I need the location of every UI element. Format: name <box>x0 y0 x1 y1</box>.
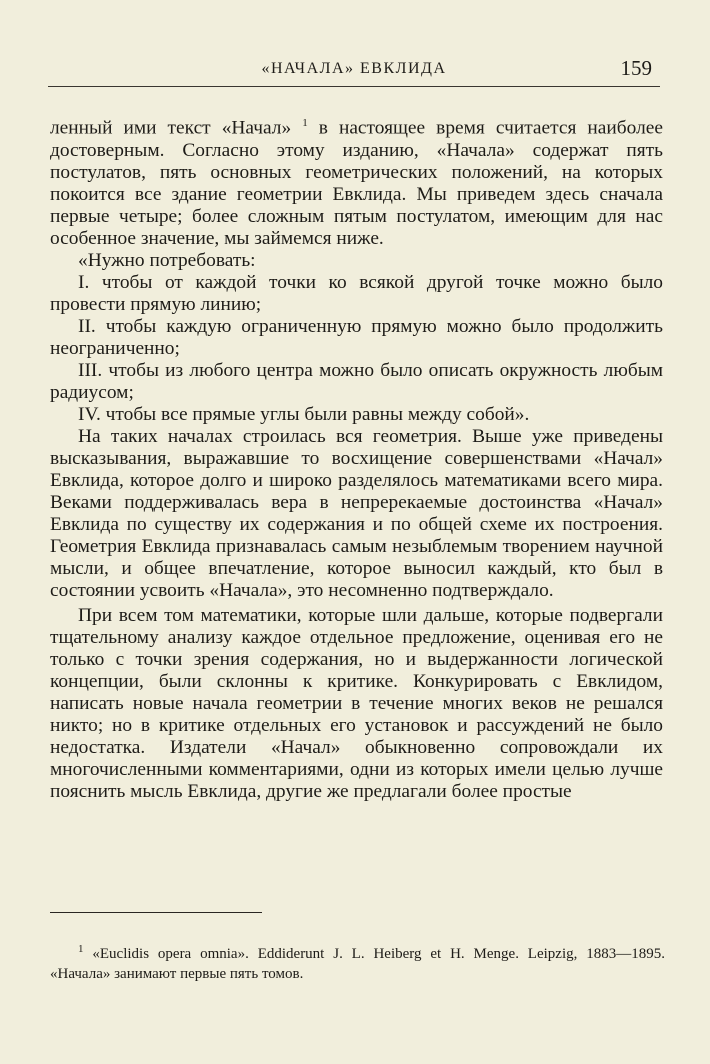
running-title: «НАЧАЛА» ЕВКЛИДА <box>261 60 447 77</box>
page-number: 159 <box>620 56 652 80</box>
postulate-2: II. чтобы каждую ограниченную прямую можно было продолжить неограниченно; <box>50 315 663 359</box>
footnote <box>50 939 665 984</box>
footnote-text: «Euclidis opera omnia». Eddiderunt J. L. Heiberg et H. Menge. Leipzig, 1883—1895. «Начала» занимают первые пять томов. <box>50 946 665 982</box>
postulate-1: I. чтобы от каждой точки ко всякой другой точке можно было провести прямую линию; <box>50 271 663 315</box>
paragraph: На таких началах строилась вся геометрия. Выше уже приведены высказывания, выражавшие то восхищение совершенствами «Начал» Евклида, которое долго и широко разделялось математиками всего мира. Веками поддерживалась вера в непререкаемые достоинства «Начал» Евклида по существу их содержания и по общей схеме их построения. Геометрия Евклида признавалась самым незыблемым творением научной мысли, и общее впечатление, которое выносил каждый, кто был в состоянии усвоить «Начала», это несомненно подтверждало. <box>50 426 663 602</box>
page-header <box>48 56 660 84</box>
body-text <box>50 112 663 803</box>
header-rule <box>48 86 660 87</box>
postulate-3: III. чтобы из любого центра можно было описать окружность любым радиусом; <box>50 359 663 404</box>
footnote-marker: 1 <box>78 943 84 955</box>
paragraph-postulates-intro: «Нужно потребовать: <box>78 249 256 271</box>
paragraph: При всем том математики, которые шли дальше, которые подвергали тщательному анализу каждое отдельное предложение, оценивая его не только с точки зрения содержания, но и выдержанности логической концепции, были склонны к критике. Конкурировать с Евклидом, написать новые начала геометрии в течение многих веков не решался никто; но в критике отдельных его установок и рассуждений не было недостатка. Издатели «Начал» обыкновенно сопровождали их многочисленными комментариями, одни из которых имели целью лучше пояснить мысль Евклида, другие же предлагали более простые <box>50 604 663 802</box>
paragraph-text: в настоящее время считается наиболее достоверным. Согласно этому изданию, «Начала» содержат пять постулатов, пять основных геометрических положений, на которых покоится все здание геометрии Евклида. Мы приведем здесь сначала первые четыре; более сложным пятым постулатом, имеющим для нас особенное значение, мы займемся ниже. <box>50 117 663 249</box>
footnote-rule <box>50 912 262 913</box>
paragraph-continuation <box>50 112 663 250</box>
footnote-reference[interactable]: 1 <box>302 117 308 129</box>
paragraph-text: ленный ими текст «Начал» <box>50 117 303 139</box>
postulate-4: IV. чтобы все прямые углы были равны между собой». <box>78 404 530 426</box>
